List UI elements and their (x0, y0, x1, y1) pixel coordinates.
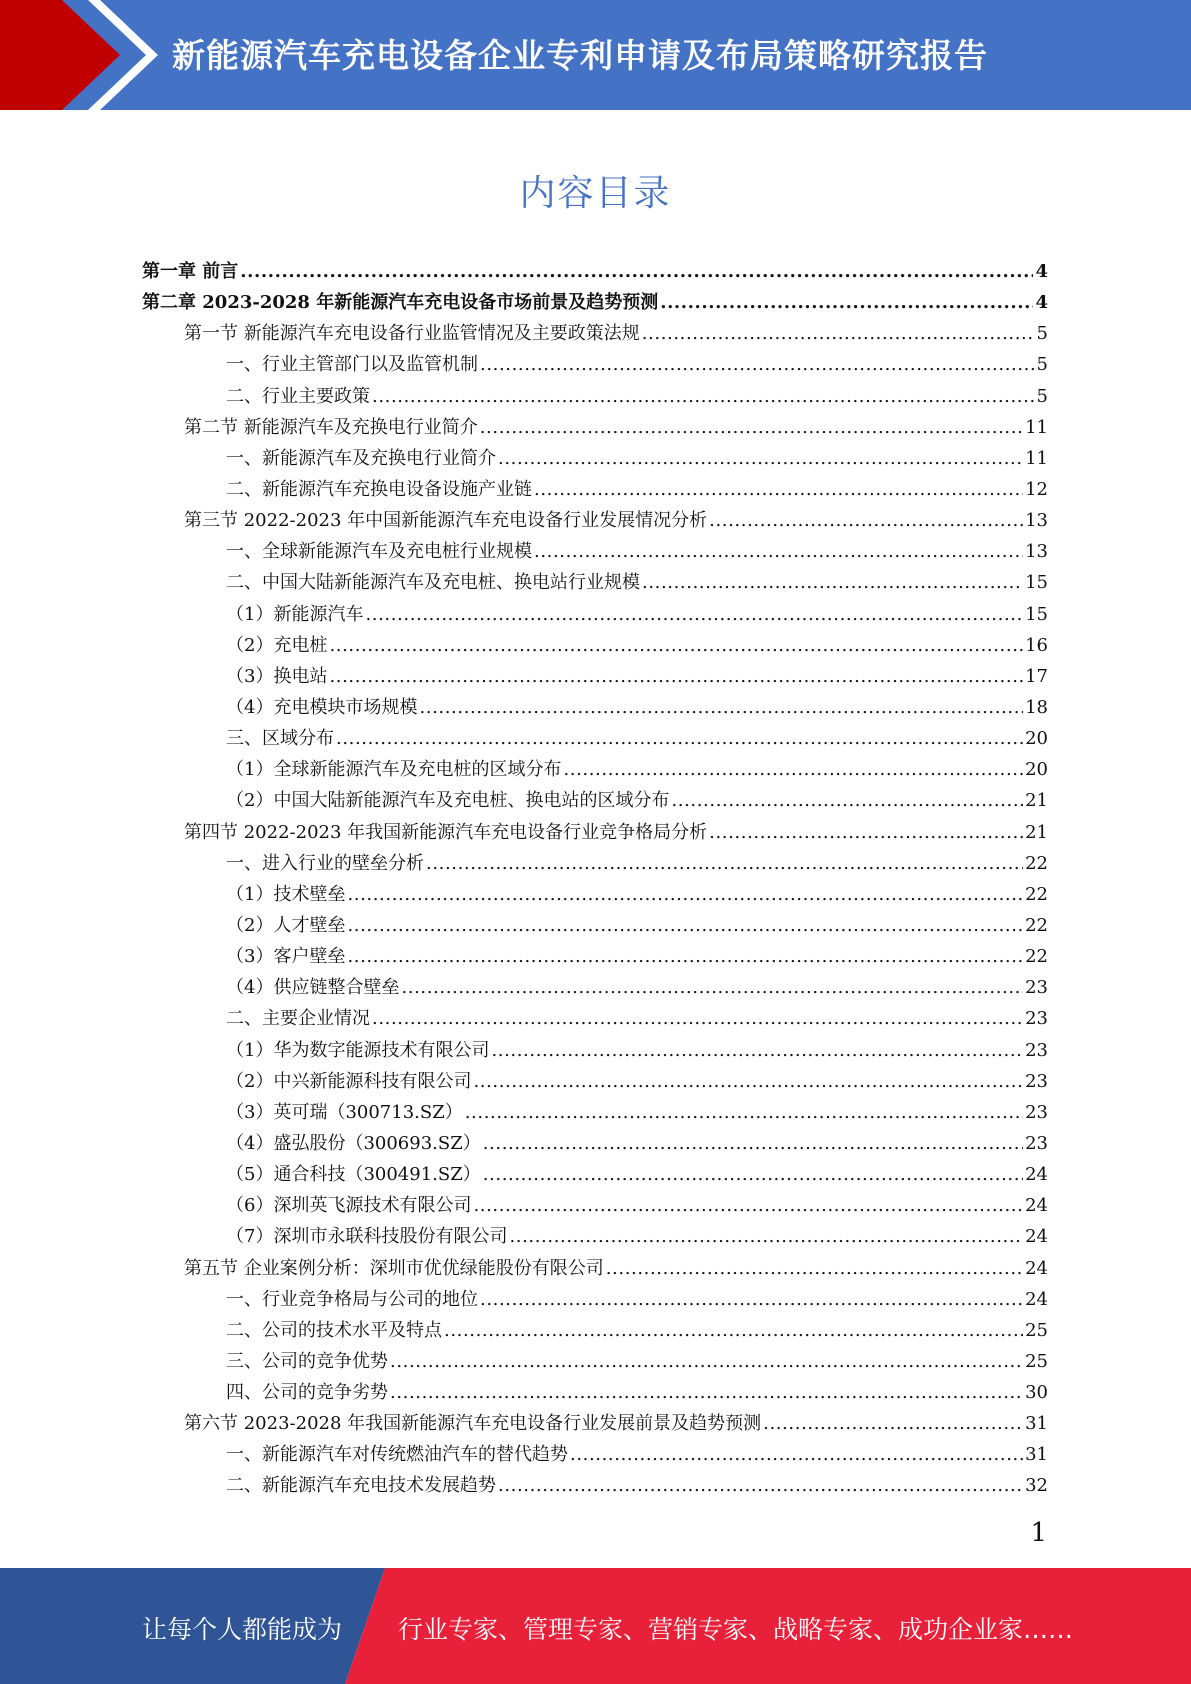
toc-entry[interactable] (142, 256, 1048, 287)
toc-leader-dots (329, 661, 1023, 692)
toc-leader-dots (483, 1159, 1023, 1190)
toc-entry[interactable] (142, 474, 1048, 505)
toc-entry-page: 24 (1025, 1226, 1048, 1248)
toc-leader-dots (642, 567, 1023, 598)
toc-entry[interactable] (142, 723, 1048, 754)
toc-entry[interactable] (142, 443, 1048, 474)
toc-entry-page: 15 (1025, 572, 1048, 594)
toc-entry[interactable] (142, 1439, 1048, 1470)
toc-leader-dots (671, 785, 1023, 816)
toc-entry-title: 三、公司的竞争优势 (226, 1350, 388, 1372)
header-banner (0, 0, 1191, 110)
toc-entry-title: （4）充电模块市场规模 (226, 696, 418, 718)
toc-entry[interactable] (142, 1190, 1048, 1221)
toc-entry[interactable] (142, 505, 1048, 536)
toc-entry-title: 第二章 2023-2028 年新能源汽车充电设备市场前景及趋势预测 (142, 292, 659, 314)
toc-entry-page: 5 (1036, 354, 1048, 376)
toc-leader-dots (240, 256, 1033, 287)
toc-entry-page: 31 (1025, 1413, 1048, 1435)
toc-entry[interactable] (142, 536, 1048, 567)
toc-entry-title: （1）全球新能源汽车及充电桩的区域分布 (226, 759, 562, 781)
toc-leader-dots (483, 1128, 1023, 1159)
toc-entry-title: （1）新能源汽车 (226, 603, 364, 625)
toc-entry[interactable] (142, 1128, 1048, 1159)
toc-entry-page: 22 (1025, 914, 1048, 936)
toc-leader-dots (480, 349, 1035, 380)
toc-entry[interactable] (142, 817, 1048, 848)
toc-entry-title: （1）华为数字能源技术有限公司 (226, 1039, 490, 1061)
toc-entry-page: 11 (1025, 416, 1048, 438)
toc-leader-dots (480, 412, 1023, 443)
toc-entry-page: 13 (1025, 541, 1048, 563)
toc-entry-page: 4 (1035, 261, 1048, 282)
toc-leader-dots (642, 318, 1035, 349)
toc-entry-title: 一、新能源汽车对传统燃油汽车的替代趋势 (226, 1444, 568, 1466)
toc-leader-dots (365, 599, 1023, 630)
toc-entry[interactable] (142, 630, 1048, 661)
toc-leader-dots (606, 1253, 1023, 1284)
toc-entry-page: 22 (1025, 946, 1048, 968)
toc-heading: 内容目录 (519, 173, 672, 214)
toc-entry-page: 15 (1025, 603, 1048, 625)
toc-leader-dots (709, 505, 1023, 536)
toc-entry-title: 一、行业主管部门以及监管机制 (226, 354, 478, 376)
toc-leader-dots (426, 848, 1023, 879)
toc-leader-dots (570, 1439, 1023, 1470)
toc-entry[interactable] (142, 567, 1048, 598)
toc-entry[interactable] (142, 1097, 1048, 1128)
toc-entry-page: 24 (1025, 1288, 1048, 1310)
toc-entry-page: 20 (1025, 728, 1048, 750)
toc-entry[interactable] (142, 412, 1048, 443)
toc-entry-page: 23 (1025, 1132, 1048, 1154)
toc-entry-title: （4）盛弘股份（300693.SZ） (226, 1132, 481, 1154)
toc-entry-title: 第四节 2022-2023 年我国新能源汽车充电设备行业竞争格局分析 (184, 821, 708, 843)
toc-entry-page: 17 (1025, 665, 1048, 687)
toc-leader-dots (473, 1066, 1023, 1097)
toc-entry[interactable] (142, 910, 1048, 941)
toc-leader-dots (660, 287, 1033, 318)
toc-leader-dots (509, 1221, 1023, 1252)
toc-entry-title: （3）换电站 (226, 665, 328, 687)
toc-entry-title: 四、公司的竞争劣势 (226, 1382, 388, 1404)
toc-entry[interactable] (142, 1253, 1048, 1284)
toc-entry-page: 24 (1025, 1164, 1048, 1186)
header-red-arrow (0, 0, 120, 110)
toc-entry-title: （5）通合科技（300491.SZ） (226, 1164, 481, 1186)
toc-entry-title: （2）充电桩 (226, 634, 328, 656)
toc-entry[interactable] (142, 1003, 1048, 1034)
toc-entry-page: 11 (1025, 447, 1048, 469)
page-number: 1 (1030, 1518, 1047, 1548)
toc-entry-title: 第二节 新能源汽车及充换电行业简介 (184, 416, 478, 438)
toc-entry[interactable] (142, 1221, 1048, 1252)
toc-entry-page: 22 (1025, 852, 1048, 874)
toc-entry[interactable] (142, 879, 1048, 910)
footer-slogan-left: 让每个人都能成为 (142, 1615, 343, 1644)
toc-entry-page: 23 (1025, 977, 1048, 999)
footer-slogan-right: 行业专家、管理专家、营销专家、战略专家、成功企业家…… (398, 1615, 1074, 1644)
toc-entry-title: 一、新能源汽车及充换电行业简介 (226, 447, 496, 469)
toc-entry-page: 25 (1025, 1350, 1048, 1372)
toc-entry-page: 32 (1025, 1475, 1048, 1497)
toc-leader-dots (347, 879, 1023, 910)
toc-entry-page: 18 (1025, 696, 1048, 718)
toc-entry-page: 24 (1025, 1257, 1048, 1279)
toc-leader-dots (709, 817, 1023, 848)
toc-leader-dots (347, 941, 1023, 972)
toc-entry-title: 二、主要企业情况 (226, 1008, 370, 1030)
toc-leader-dots (372, 381, 1035, 412)
report-title: 新能源汽车充电设备企业专利申请及布局策略研究报告 (172, 36, 988, 75)
toc-entry[interactable] (142, 661, 1048, 692)
toc-leader-dots (347, 910, 1023, 941)
toc-entry[interactable] (142, 1470, 1048, 1501)
toc-leader-dots (390, 1377, 1023, 1408)
toc-entry-page: 24 (1025, 1195, 1048, 1217)
toc-entry[interactable] (142, 1159, 1048, 1190)
toc-leader-dots (329, 630, 1023, 661)
toc-entry[interactable] (142, 1408, 1048, 1439)
toc-entry-page: 23 (1025, 1101, 1048, 1123)
toc-entry-title: 第三节 2022-2023 年中国新能源汽车充电设备行业发展情况分析 (184, 510, 708, 532)
toc-entry-page: 23 (1025, 1039, 1048, 1061)
toc-entry-page: 22 (1025, 883, 1048, 905)
toc-entry-page: 21 (1025, 821, 1048, 843)
toc-leader-dots (401, 972, 1023, 1003)
toc-entry-page: 21 (1025, 790, 1048, 812)
toc-entry-title: 一、全球新能源汽车及充电桩行业规模 (226, 541, 532, 563)
table-of-contents (142, 256, 1048, 1502)
toc-entry-page: 5 (1036, 385, 1048, 407)
toc-entry-page: 5 (1036, 323, 1048, 345)
toc-entry-page: 12 (1025, 478, 1048, 500)
toc-leader-dots (763, 1408, 1023, 1439)
toc-entry-title: 一、进入行业的壁垒分析 (226, 852, 424, 874)
toc-entry-title: （4）供应链整合壁垒 (226, 977, 400, 999)
toc-entry[interactable] (142, 754, 1048, 785)
toc-entry[interactable] (142, 1284, 1048, 1315)
toc-leader-dots (473, 1190, 1023, 1221)
toc-entry[interactable] (142, 599, 1048, 630)
toc-entry-page: 4 (1035, 292, 1048, 314)
toc-entry-title: 二、行业主要政策 (226, 385, 370, 407)
toc-entry-title: （2）人才壁垒 (226, 914, 346, 936)
toc-entry-title: （3）英可瑞（300713.SZ） (226, 1101, 463, 1123)
toc-entry[interactable] (142, 1066, 1048, 1097)
toc-entry-title: 第六节 2023-2028 年我国新能源汽车充电设备行业发展前景及趋势预测 (184, 1413, 762, 1435)
toc-leader-dots (491, 1035, 1023, 1066)
toc-entry-title: （2）中兴新能源科技有限公司 (226, 1070, 472, 1092)
toc-leader-dots (372, 1003, 1023, 1034)
toc-entry[interactable] (142, 349, 1048, 380)
toc-entry[interactable] (142, 785, 1048, 816)
toc-leader-dots (563, 754, 1023, 785)
toc-leader-dots (336, 723, 1023, 754)
toc-entry[interactable] (142, 1315, 1048, 1346)
toc-entry-page: 25 (1025, 1319, 1048, 1341)
toc-entry-title: 二、公司的技术水平及特点 (226, 1319, 442, 1341)
toc-entry-title: 三、区域分布 (226, 728, 334, 750)
toc-entry[interactable] (142, 972, 1048, 1003)
toc-entry-page: 23 (1025, 1008, 1048, 1030)
toc-leader-dots (390, 1346, 1023, 1377)
toc-entry[interactable] (142, 1346, 1048, 1377)
toc-leader-dots (419, 692, 1023, 723)
toc-entry-title: （2）中国大陆新能源汽车及充电桩、换电站的区域分布 (226, 790, 670, 812)
toc-entry[interactable] (142, 692, 1048, 723)
toc-entry-page: 23 (1025, 1070, 1048, 1092)
toc-leader-dots (444, 1315, 1023, 1346)
toc-entry[interactable] (142, 941, 1048, 972)
toc-leader-dots (465, 1097, 1023, 1128)
toc-entry-title: 第一节 新能源汽车充电设备行业监管情况及主要政策法规 (184, 323, 640, 345)
toc-entry-title: （6）深圳英飞源技术有限公司 (226, 1195, 472, 1217)
toc-entry[interactable] (142, 381, 1048, 412)
toc-entry-title: 二、新能源汽车充电技术发展趋势 (226, 1475, 496, 1497)
toc-entry-title: （1）技术壁垒 (226, 883, 346, 905)
toc-leader-dots (498, 1470, 1023, 1501)
toc-entry-title: 第一章 前言 (142, 261, 239, 282)
toc-entry-title: （3）客户壁垒 (226, 946, 346, 968)
toc-leader-dots (480, 1284, 1023, 1315)
footer-banner (0, 1568, 1191, 1684)
toc-entry[interactable] (142, 287, 1048, 318)
toc-entry-page: 20 (1025, 759, 1048, 781)
toc-leader-dots (534, 536, 1023, 567)
toc-entry[interactable] (142, 1377, 1048, 1408)
toc-entry-title: 二、新能源汽车充换电设备设施产业链 (226, 478, 532, 500)
toc-entry[interactable] (142, 848, 1048, 879)
toc-entry-title: 二、中国大陆新能源汽车及充电桩、换电站行业规模 (226, 572, 640, 594)
toc-leader-dots (534, 474, 1023, 505)
toc-entry-title: 一、行业竞争格局与公司的地位 (226, 1288, 478, 1310)
toc-entry-page: 30 (1025, 1382, 1048, 1404)
toc-entry-title: 第五节 企业案例分析：深圳市优优绿能股份有限公司 (184, 1257, 604, 1279)
toc-entry[interactable] (142, 1035, 1048, 1066)
toc-entry-page: 13 (1025, 510, 1048, 532)
toc-entry-title: （7）深圳市永联科技股份有限公司 (226, 1226, 508, 1248)
toc-entry[interactable] (142, 318, 1048, 349)
toc-entry-page: 16 (1025, 634, 1048, 656)
toc-entry-page: 31 (1025, 1444, 1048, 1466)
toc-leader-dots (498, 443, 1023, 474)
